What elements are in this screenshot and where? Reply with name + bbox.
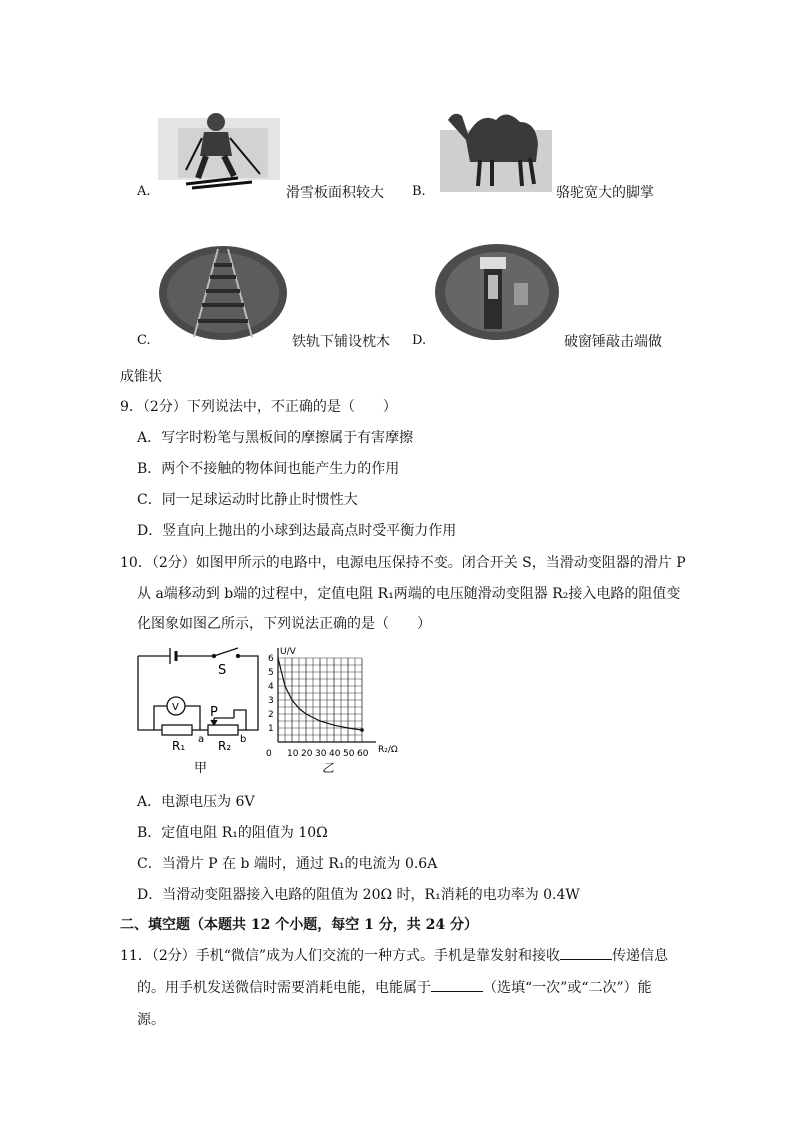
q11-text-2b: （选填“一次”或“二次”）能 xyxy=(483,980,652,996)
q9-option-c: C．同一足球运动时比静止时惯性大 xyxy=(137,492,358,508)
y-tick-label: 2 xyxy=(268,710,274,720)
voltmeter-label: V xyxy=(172,702,179,713)
circuit-diagram xyxy=(134,646,264,776)
q9-option-b: B．两个不接触的物体间也能产生力的作用 xyxy=(137,461,400,477)
x-tick-label: 50 xyxy=(343,749,355,759)
x-tick-label: 20 xyxy=(301,749,313,759)
q11-line-1 xyxy=(120,945,668,965)
terminal-a-label: a xyxy=(198,734,205,745)
terminal-b-label: b xyxy=(240,734,247,745)
chart-ylabel: U/V xyxy=(280,647,296,657)
option-letter: A. xyxy=(137,184,151,199)
section-heading: 二、填空题（本题共 12 个小题，每空 1 分，共 24 分） xyxy=(120,917,478,933)
x-tick-label: 10 xyxy=(287,749,299,759)
q11-text-2a: 的。用手机发送微信时需要消耗电能，电能属于 xyxy=(137,980,431,996)
y-tick-label: 1 xyxy=(268,724,274,734)
option-text: 铁轨下铺设枕木 xyxy=(292,334,390,350)
chart-caption: 乙 xyxy=(322,761,335,775)
y-tick-label: 3 xyxy=(268,696,274,706)
q10-stem-line-2: 从 a端移动到 b端的过程中，定值电阻 R₁两端的电压随滑动变阻器 R₂接入电路的阻值变 xyxy=(137,586,681,602)
q10-stem-line-3: 化图象如图乙所示，下列说法正确的是（ ） xyxy=(137,616,431,632)
chart-grid xyxy=(278,658,362,742)
railway-image xyxy=(158,245,288,341)
y-tick-label: 5 xyxy=(268,668,274,678)
q9-stem: 9．（2分）下列说法中，不正确的是（ ） xyxy=(120,399,397,415)
x-tick-label: 40 xyxy=(329,749,341,759)
r1-label: R₁ xyxy=(172,739,186,753)
circuit-caption: 甲 xyxy=(194,761,208,776)
camel-image xyxy=(440,100,552,192)
q11-line-2 xyxy=(137,977,652,997)
option-letter: D. xyxy=(412,333,427,348)
slider-label: P xyxy=(210,705,218,720)
chart-xlabel: R₂/Ω xyxy=(378,745,398,755)
answer-blank-1[interactable] xyxy=(560,945,612,960)
q10-option-c: C．当滑片 P 在 b 端时，通过 R₁的电流为 0.6A xyxy=(137,856,438,872)
option-letter: C. xyxy=(137,333,151,348)
q11-text-1b: 传递信息 xyxy=(612,948,669,964)
q10-stem-line-1: 10．（2分）如图甲所示的电路中，电源电压保持不变。闭合开关 S，当滑动变阻器的滑片 P xyxy=(120,555,686,571)
q10-option-b: B．定值电阻 R₁的阻值为 10Ω xyxy=(137,825,328,841)
x-tick-label: 0 xyxy=(266,749,272,759)
q10-option-d: D．当滑动变阻器接入电路的阻值为 20Ω 时，R₁消耗的电功率为 0.4W xyxy=(137,887,580,903)
r2-label: R₂ xyxy=(218,739,232,753)
voltage-resistance-chart xyxy=(262,644,408,778)
y-tick-label: 4 xyxy=(268,682,274,692)
q11-line-3: 源。 xyxy=(137,1012,165,1028)
q11-text-1a: 11．（2分）手机“微信”成为人们交流的一种方式。手机是靠发射和接收 xyxy=(120,948,561,964)
x-tick-label: 30 xyxy=(315,749,327,759)
q9-option-a: A．写字时粉笔与黑板间的摩擦属于有害摩擦 xyxy=(137,430,414,446)
y-tick-label: 6 xyxy=(268,654,274,664)
answer-blank-2[interactable] xyxy=(431,977,483,992)
option-text: 滑雪板面积较大 xyxy=(286,185,384,201)
option-letter: B. xyxy=(412,184,426,199)
x-tick-label: 60 xyxy=(357,749,369,759)
q9-option-d: D．竖直向上抛出的小球到达最高点时受平衡力作用 xyxy=(137,523,457,539)
q8-tail: 成锥状 xyxy=(120,369,162,385)
option-text: 破窗锤敲击端做 xyxy=(564,334,662,350)
switch-label: S xyxy=(218,663,227,678)
option-text: 骆驼宽大的脚掌 xyxy=(556,185,654,201)
hammer-image xyxy=(434,243,560,341)
q10-option-a: A．电源电压为 6V xyxy=(137,794,255,810)
skier-image xyxy=(158,108,280,190)
